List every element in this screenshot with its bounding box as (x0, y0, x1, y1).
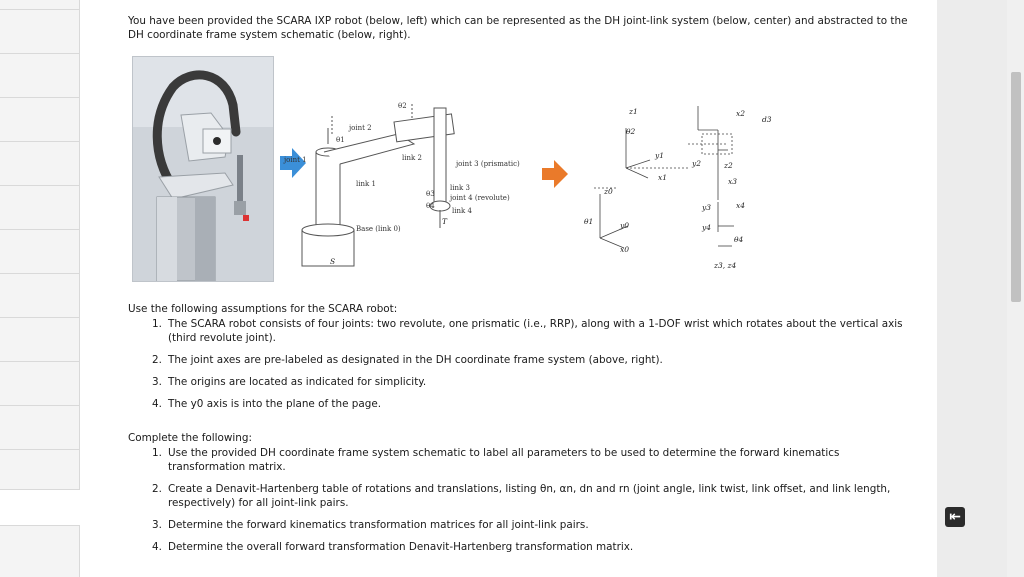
right-arrow-icon (542, 160, 568, 188)
label-theta4-frame: θ4 (734, 235, 744, 244)
sidebar-row[interactable] (0, 230, 80, 274)
label-S: S (330, 257, 336, 266)
label-theta2-top: θ2 (398, 102, 407, 110)
dh-diagram (128, 56, 918, 282)
sidebar-row[interactable] (0, 10, 80, 54)
right-gutter (937, 0, 1007, 577)
label-x3: x3 (728, 177, 738, 186)
label-theta1: θ1 (336, 136, 345, 144)
sidebar-row[interactable] (0, 0, 80, 10)
sidebar-row[interactable] (0, 450, 80, 490)
sidebar-row[interactable] (0, 98, 80, 142)
tasks-title: Complete the following: (128, 432, 252, 444)
task-item: Determine the forward kinematics transformation matrices for all joint-link pairs. (168, 519, 589, 531)
label-theta1-frame: θ1 (584, 217, 594, 226)
scrollbar-thumb[interactable] (1011, 72, 1021, 302)
label-y4: y4 (702, 223, 712, 232)
label-x1: x1 (658, 173, 668, 182)
label-z2: z2 (724, 161, 733, 170)
assumption-item: The origins are located as indicated for simplicity. (168, 376, 427, 388)
label-x2: x2 (736, 109, 746, 118)
sidebar-row[interactable] (0, 362, 80, 406)
label-joint1: joint 1 (284, 156, 307, 164)
task-item: Create a Denavit-Hartenberg table of rotations and translations, listing θn, αn, dn and rn (joint angle, link twist, link offset, and link length, respectively) for all joint-link pairs. (168, 483, 891, 509)
label-joint2: joint 2 (349, 124, 372, 132)
label-z0: z0 (604, 187, 613, 196)
label-theta2: θ2 (626, 127, 636, 136)
tasks-list (152, 446, 918, 554)
left-sidebar (0, 0, 80, 577)
label-x4: x4 (736, 201, 746, 210)
sidebar-row[interactable] (0, 142, 80, 186)
label-link1: link 1 (356, 180, 376, 188)
label-y2: y2 (692, 159, 702, 168)
figure (128, 56, 918, 282)
sidebar-row[interactable] (0, 186, 80, 230)
label-y1: y1 (655, 151, 665, 160)
assumption-item: The y0 axis is into the plane of the page. (168, 398, 382, 410)
collapse-panel-button[interactable]: ⇤ (945, 507, 965, 527)
label-theta4: θ4 (426, 202, 435, 210)
label-theta3: θ3 (426, 190, 435, 198)
label-y0: y0 (620, 221, 630, 230)
assumption-item: The SCARA robot consists of four joints: two revolute, one prismatic (i.e., RRP), along with a 1-DOF wrist which rotates about the vertical axis (third revolute joint). (168, 318, 903, 344)
label-x0: x0 (620, 245, 630, 254)
sidebar-row[interactable] (0, 406, 80, 450)
sidebar-row[interactable] (0, 274, 80, 318)
label-T: T (442, 217, 448, 226)
label-base: Base (link 0) (356, 225, 401, 233)
question-content (128, 14, 918, 562)
sidebar-row-active[interactable] (0, 490, 80, 526)
intro-text: You have been provided the SCARA IXP robot (below, left) which can be represented as the DH joint-link system (below, center) and abstracted to the DH coordinate frame system schematic (below, right). (128, 15, 908, 41)
assumptions-list (152, 317, 918, 411)
label-link2: link 2 (402, 154, 422, 162)
label-joint4: joint 4 (revolute) (450, 194, 510, 202)
label-joint3: joint 3 (prismatic) (456, 160, 520, 168)
label-link4: link 4 (452, 207, 472, 215)
assumption-item: The joint axes are pre-labeled as designated in the DH coordinate frame system (above, right). (168, 354, 663, 366)
label-z1: z1 (629, 107, 638, 116)
label-y3: y3 (702, 203, 712, 212)
sidebar-row[interactable] (0, 54, 80, 98)
sidebar-row[interactable] (0, 318, 80, 362)
assumptions-title: Use the following assumptions for the SCARA robot: (128, 303, 398, 315)
label-d3: d3 (762, 115, 772, 124)
label-link3: link 3 (450, 184, 470, 192)
task-item: Determine the overall forward transformation Denavit-Hartenberg transformation matrix. (168, 541, 634, 553)
label-z3-z4: z3, z4 (714, 261, 737, 270)
task-item: Use the provided DH coordinate frame system schematic to label all parameters to be used to determine the forward kinematics transformation matrix. (168, 447, 840, 473)
